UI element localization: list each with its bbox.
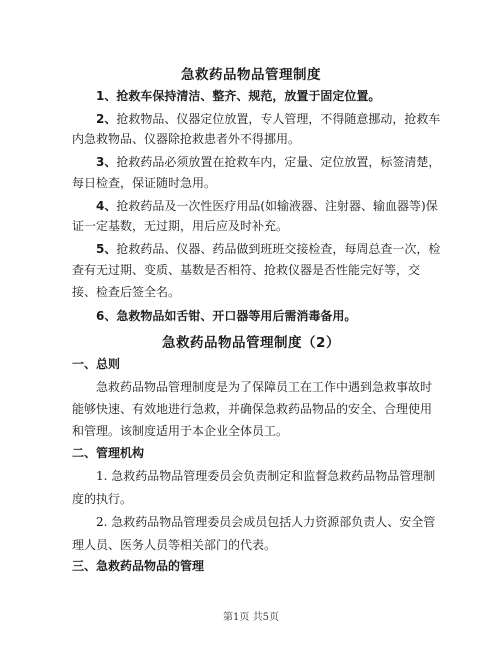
item-text: 抢救药品、仪器、药品做到班班交接检查，每周总查一次，检	[116, 242, 441, 256]
paragraph-line: 度的执行。	[72, 492, 133, 506]
paragraph-line: 理人员、医务人员等相关部门的代表。	[72, 538, 277, 552]
list-item-2-cont: 内急救物品、仪器除抢救患者外不得挪用。	[72, 132, 301, 146]
item-number: 4、	[96, 199, 117, 213]
section-heading-management: 三、急救药品物品的管理	[72, 559, 205, 573]
item-text: 抢救车保持清洁、整齐、规范，放置于固定位置。	[116, 89, 381, 103]
item-number: 1、	[96, 89, 117, 103]
paragraph-line: 2. 急救药品物品管理委员会成员包括人力资源部负责人、安全管	[96, 515, 436, 529]
page-footer: 第1页 共5页	[223, 612, 279, 623]
paragraph-line: 急救药品物品管理制度是为了保障员工在工作中遇到急救事故时	[96, 380, 433, 394]
list-item-5-cont2: 接、检查后签全名。	[72, 285, 181, 299]
item-text: 急救物品如舌钳、开口器等用后需消毒备用。	[116, 309, 357, 323]
list-item-3	[0, 154, 502, 170]
document-title: 急救药品物品管理制度	[181, 67, 321, 83]
paragraph-line: 和管理。该制度适用于本企业全体员工。	[72, 424, 289, 438]
section-heading-general: 一、总则	[72, 357, 121, 371]
paragraph-line: 能够快速、有效地进行急救，并确保急救药品物品的安全、合理使用	[72, 402, 433, 416]
list-item-6	[0, 308, 502, 324]
item-text: 抢救药品及一次性医疗用品(如输液器、注射器、输血器等)保	[116, 199, 438, 213]
list-item-5-cont: 查有无过期、变质、基数是否相符、抢救仪器是否性能完好等，交	[72, 263, 421, 277]
document-subtitle: 急救药品物品管理制度（2）	[162, 335, 340, 351]
item-text: 抢救药品必须放置在抢救车内，定量、定位放置，标签清楚，	[116, 155, 441, 169]
section-heading-organization: 二、管理机构	[72, 446, 145, 460]
list-item-3-cont: 每日检查，保证随时急用。	[72, 176, 217, 190]
item-number: 5、	[96, 242, 117, 256]
item-text: 抢救物品、仪器定位放置，专人管理，不得随意挪动，抢救车	[116, 112, 441, 126]
list-item-2	[0, 111, 502, 127]
list-item-4-cont: 证一定基数，无过期，用后应及时补充。	[72, 219, 289, 233]
list-item-5	[0, 241, 502, 257]
list-item-4	[0, 198, 502, 214]
list-item-1	[0, 88, 502, 104]
item-number: 6、	[96, 309, 117, 323]
item-number: 3、	[96, 155, 117, 169]
item-number: 2、	[96, 112, 117, 126]
paragraph-line: 1. 急救药品物品管理委员会负责制定和监督急救药品物品管理制	[96, 469, 436, 483]
